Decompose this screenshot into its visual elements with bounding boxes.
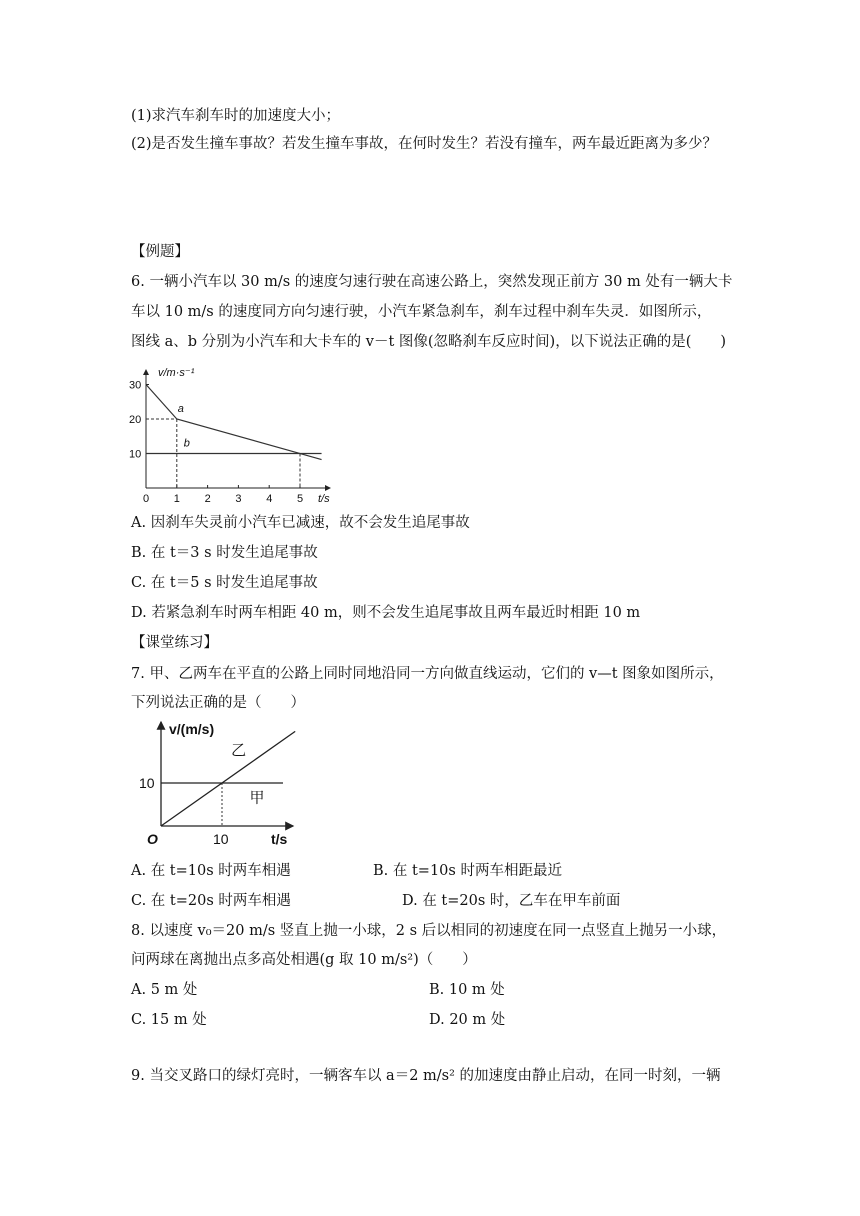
problem-6-line-3: 图线 a、b 分别为小汽车和大卡车的 v－t 图像(忽略刹车反应时间)，以下说法正确的是( ) — [131, 334, 727, 350]
problem-8-option-a: A. 5 m 处 — [131, 982, 198, 998]
question-part-2: (2)是否发生撞车事故？若发生撞车事故，在何时发生？若没有撞车，两车最近距离为多少？ — [131, 136, 718, 152]
problem-9-line-1: 9. 当交叉路口的绿灯亮时，一辆客车以 a＝2 m/s² 的加速度由静止启动，在同一时刻，一辆 — [131, 1068, 721, 1084]
x-tick-label: 5 — [297, 493, 304, 504]
y-axis-label: v/m·s⁻¹ — [158, 367, 195, 379]
x-tick-label: 0 — [143, 493, 150, 504]
problem-8-option-b: B. 10 m 处 — [429, 982, 505, 998]
x-tick-label: 2 — [204, 493, 211, 504]
x-axis-label: t/s — [271, 831, 288, 847]
problem-6-option-d: D. 若紧急刹车时两车相距 40 m，则不会发生追尾事故且两车最近时相距 10 m — [131, 605, 641, 621]
section-heading-example: 【例题】 — [131, 244, 189, 260]
problem-8-line-2: 问两球在离抛出点多高处相遇(g 取 10 m/s²)（ ） — [131, 952, 477, 968]
y-axis-label: v/(m/s) — [169, 721, 215, 737]
problem-8-option-d: D. 20 m 处 — [429, 1012, 506, 1028]
problem-6-option-a: A. 因刹车失灵前小汽车已减速，故不会发生追尾事故 — [131, 515, 470, 531]
problem-6-line-2: 车以 10 m/s 的速度同方向匀速行驶，小汽车紧急刹车，刹车过程中刹车失灵．如图所示， — [131, 304, 712, 320]
problem-6-option-c: C. 在 t＝5 s 时发生追尾事故 — [131, 575, 318, 591]
y-tick-label: 10 — [129, 448, 142, 461]
problem-7-option-a: A. 在 t=10s 时两车相遇 — [131, 863, 291, 879]
problem-6-option-b: B. 在 t＝3 s 时发生追尾事故 — [131, 545, 318, 561]
y-tick-label: 10 — [139, 775, 155, 791]
series-a-line — [146, 385, 322, 460]
problem-7-option-b: B. 在 t=10s 时两车相距最近 — [373, 863, 562, 879]
problem-8-option-c: C. 15 m 处 — [131, 1012, 207, 1028]
origin-label: O — [147, 831, 158, 847]
question-part-1: (1)求汽车刹车时的加速度大小； — [131, 108, 341, 124]
y-tick-label: 30 — [129, 379, 142, 392]
x-tick-label: 3 — [235, 493, 242, 504]
series-a-label: a — [177, 403, 184, 415]
problem-8-line-1: 8. 以速度 v₀＝20 m/s 竖直上抛一小球，2 s 后以相同的初速度在同一点竖直上抛另一小球， — [131, 923, 727, 939]
series-b-label: b — [183, 437, 190, 450]
problem-7-option-d: D. 在 t=20s 时，乙车在甲车前面 — [402, 893, 621, 909]
x-tick-label: 10 — [213, 831, 229, 847]
x-axis-label: t/s — [318, 493, 330, 504]
series-jia-label: 甲 — [249, 789, 265, 807]
vt-graph-problem-6 — [126, 364, 340, 504]
problem-7-option-c: C. 在 t=20s 时两车相遇 — [131, 893, 291, 909]
x-tick-label: 1 — [173, 493, 180, 504]
series-line — [161, 731, 295, 826]
x-tick-label: 4 — [266, 493, 273, 504]
y-tick-label: 20 — [129, 414, 142, 426]
section-heading-practice: 【课堂练习】 — [131, 635, 218, 651]
problem-7-line-2: 下列说法正确的是（ ） — [131, 695, 305, 711]
problem-7-line-1: 7. 甲、乙两车在平直的公路上同时同地沿同一方向做直线运动，它们的 v—t 图象如图所示， — [131, 666, 724, 682]
problem-6-line-1: 6. 一辆小汽车以 30 m/s 的速度匀速行驶在高速公路上，突然发现正前方 30 m 处有一辆大卡 — [131, 274, 733, 290]
vt-graph-problem-7 — [131, 716, 301, 852]
series-yi-label: 乙 — [231, 742, 247, 760]
